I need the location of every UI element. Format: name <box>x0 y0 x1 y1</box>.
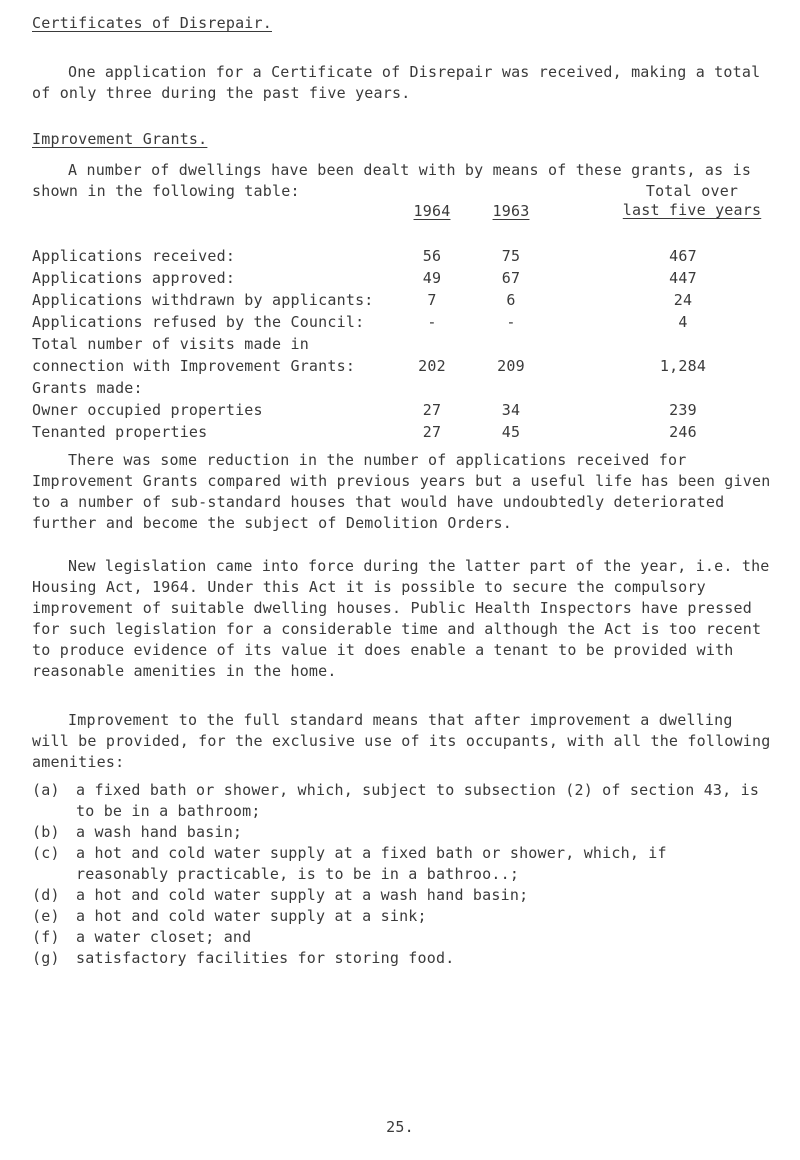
list-text: satisfactory facilities for storing food. <box>76 949 455 967</box>
value-1963: 75 <box>501 247 521 265</box>
list-marker: (f) <box>32 928 60 946</box>
value-1963: 209 <box>497 357 525 375</box>
header-total-line2: last five years <box>622 201 762 219</box>
header-1964: 1964 <box>413 202 451 220</box>
certificates-heading: Certificates of Disrepair. <box>32 14 272 32</box>
value-total: 447 <box>669 269 697 287</box>
certificates-text: One application for a Certificate of Disrepair was received, making a total of only three during the past five years. <box>32 63 761 102</box>
value-total: 467 <box>669 247 697 265</box>
list-marker: (b) <box>32 823 60 841</box>
value-1964: 27 <box>422 423 442 441</box>
list-text: a fixed bath or shower, which, subject to subsection (2) of section 43, is to be in a bathroom; <box>76 781 760 820</box>
row-label: Applications received: <box>32 247 236 265</box>
value-total: 4 <box>678 313 688 331</box>
value-1964: 7 <box>427 291 437 309</box>
row-label: Applications refused by the Council: <box>32 313 365 331</box>
table-header <box>32 180 792 224</box>
value-1963: 6 <box>506 291 516 309</box>
table-row <box>32 290 792 311</box>
list-marker: (e) <box>32 907 60 925</box>
header-1963: 1963 <box>492 202 530 220</box>
list-text: a hot and cold water supply at a wash hand basin; <box>76 886 529 904</box>
certificates-paragraph <box>32 62 772 104</box>
table-row <box>32 356 792 377</box>
row-label: Applications withdrawn by applicants: <box>32 291 374 309</box>
list-text: a water closet; and <box>76 928 252 946</box>
value-total: 246 <box>669 423 697 441</box>
paragraph-2-text: New legislation came into force during the latter part of the year, i.e. the Housing Act, 1964. Under this Act it is possible to secure the compulsory improvement of suitable dwelling houses. Public Health Inspectors have pressed for such legislation for a considerable time and although the Act is too recent to produce evidence of its value it does enable a tenant to be provided with reasonable amenities in the home. <box>32 557 770 680</box>
list-marker: (g) <box>32 949 60 967</box>
row-label: Owner occupied properties <box>32 401 263 419</box>
value-total: 1,284 <box>659 357 707 375</box>
table-row <box>32 400 792 421</box>
list-marker: (a) <box>32 781 60 799</box>
value-total: 239 <box>669 401 697 419</box>
table-row <box>32 334 792 355</box>
table-row <box>32 246 792 267</box>
value-1964: 56 <box>422 247 442 265</box>
table-row <box>32 378 792 399</box>
list-marker: (d) <box>32 886 60 904</box>
paragraph-3 <box>32 710 772 773</box>
paragraph-1 <box>32 450 772 534</box>
row-label: Total number of visits made in <box>32 335 309 353</box>
header-total <box>612 182 772 220</box>
value-total: 24 <box>673 291 693 309</box>
paragraph-1-text: There was some reduction in the number of applications received for Improvement Grants compared with previous years but a useful life has been given to a number of sub-standard houses that would have undoubtedly deteriorated further and become the subject of Demolition Orders. <box>32 451 771 532</box>
value-1964: 49 <box>422 269 442 287</box>
value-1963: 45 <box>501 423 521 441</box>
value-1963: 34 <box>501 401 521 419</box>
value-1963: - <box>506 313 516 331</box>
page-number: 25. <box>386 1118 414 1136</box>
list-text: a wash hand basin; <box>76 823 243 841</box>
list-marker: (c) <box>32 844 60 862</box>
value-1964: 202 <box>418 357 446 375</box>
paragraph-2 <box>32 556 772 682</box>
header-total-line1: Total over <box>645 182 739 200</box>
row-label: Tenanted properties <box>32 423 208 441</box>
list-text: a hot and cold water supply at a fixed bath or shower, which, if reasonably practicable, is to be in a bathroo..; <box>76 844 667 883</box>
row-label: connection with Improvement Grants: <box>32 357 356 375</box>
row-label: Applications approved: <box>32 269 236 287</box>
value-1964: - <box>427 313 437 331</box>
value-1963: 67 <box>501 269 521 287</box>
table-row <box>32 268 792 289</box>
grants-intro-text: A number of dwellings have been dealt with by means of these grants, as is shown in the following table: <box>32 161 752 200</box>
value-1964: 27 <box>422 401 442 419</box>
list-text: a hot and cold water supply at a sink; <box>76 907 427 925</box>
table-row <box>32 312 792 333</box>
grants-heading: Improvement Grants. <box>32 130 208 148</box>
row-label: Grants made: <box>32 379 143 397</box>
paragraph-3-text: Improvement to the full standard means that after improvement a dwelling will be provided, for the exclusive use of its occupants, with all the following amenities: <box>32 711 771 771</box>
table-row <box>32 422 792 443</box>
